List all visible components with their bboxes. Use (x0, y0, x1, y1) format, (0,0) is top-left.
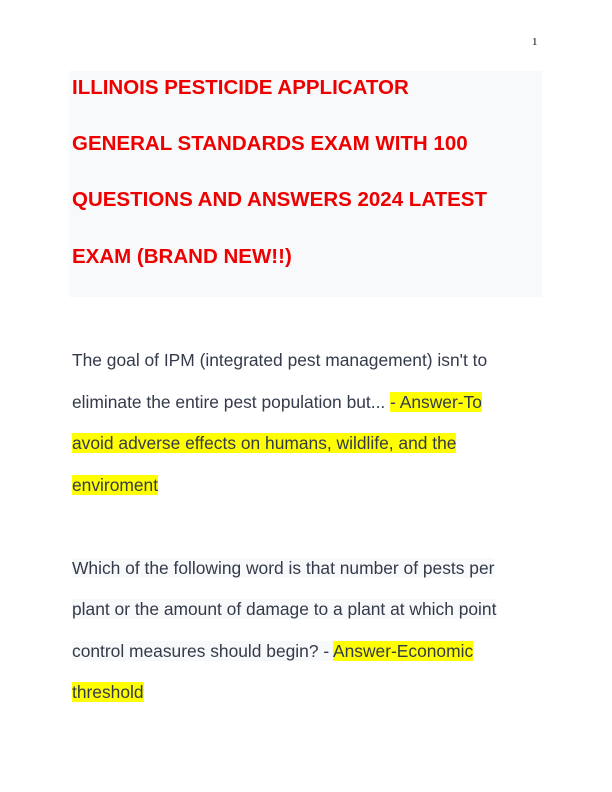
question-2-line-4 (72, 681, 144, 703)
title-line-2: GENERAL STANDARDS EXAM WITH 100 (72, 132, 468, 155)
question-2-answer-end: threshold (72, 682, 144, 702)
question-2-line-3 (72, 640, 473, 662)
question-1-line-1: The goal of IPM (integrated pest management) isn't to (72, 350, 488, 370)
question-1-line-2 (72, 391, 482, 413)
question-1-line-4 (72, 474, 158, 496)
question-2-text-3: control measures should begin? - (72, 641, 334, 661)
question-2-line-2 (72, 598, 496, 620)
question-1-answer-middle: avoid adverse effects on humans, wildlife, and the (72, 433, 457, 453)
question-2-text-2: plant or the amount of damage to a plant at which point (72, 599, 497, 619)
question-1-line-3 (72, 432, 456, 454)
title-line-1: ILLINOIS PESTICIDE APPLICATOR (72, 76, 409, 99)
title-line-4: EXAM (BRAND NEW!!) (72, 245, 292, 268)
question-2-answer-start: Answer-Economic (333, 641, 474, 661)
question-2-text-1: Which of the following word is that number of pests per (72, 558, 495, 578)
question-1-answer-start: - Answer-To (390, 392, 482, 412)
question-1-answer-end: enviroment (72, 475, 159, 495)
title-line-3: QUESTIONS AND ANSWERS 2024 LATEST (72, 188, 487, 211)
page-number: 1 (532, 36, 538, 48)
question-1-text-end: eliminate the entire pest population but... (72, 392, 391, 412)
question-2-line-1 (72, 557, 494, 579)
